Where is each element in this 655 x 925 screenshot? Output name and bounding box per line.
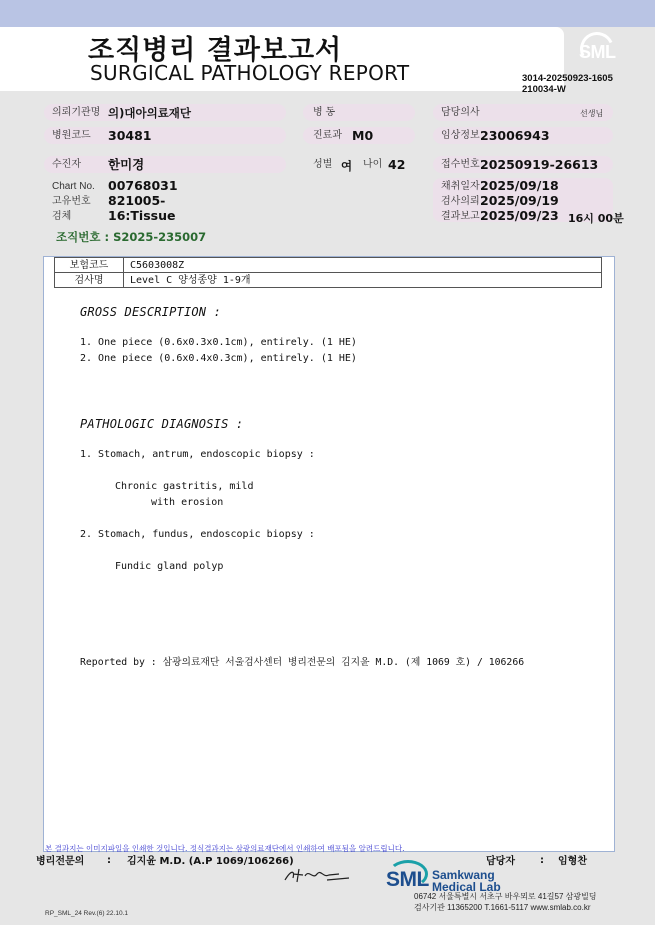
- diagnosis-2-finding: Fundic gland polyp: [115, 561, 224, 572]
- manager-label: 담당자: [486, 856, 515, 867]
- sex-value: 여: [341, 159, 353, 173]
- insurance-table: [54, 257, 602, 288]
- report-title-english: SURGICAL PATHOLOGY REPORT: [90, 61, 410, 85]
- patient-name-label: 수진자: [52, 159, 81, 170]
- collect-date-label: 채취일자: [441, 181, 480, 192]
- dept-label: 진료과: [313, 130, 342, 141]
- manager-colon: :: [540, 855, 544, 866]
- unique-no-label: 고유번호: [52, 196, 91, 207]
- gross-item-1: 1. One piece (0.6x0.3x0.1cm), entirely. (1 HE): [80, 337, 357, 348]
- pathologist-name: 김지윤 M.D. (A.P 1069/106266): [127, 856, 294, 867]
- notice-text: 본 결과지는 이미지파일을 인쇄한 것입니다. 정식결과지는 삼광의료재단에서 인쇄하여 배포됨을 알려드립니다.: [45, 844, 405, 853]
- pathologic-diagnosis-title: PATHOLOGIC DIAGNOSIS :: [80, 417, 244, 431]
- reported-by: Reported by : 삼광의료재단 서울검사센터 병리전문의 김지윤 M.D. (제 1069 호) / 106266: [80, 657, 525, 668]
- specimen-label: 검체: [52, 211, 72, 222]
- report-date-value: 2025/09/23: [480, 208, 559, 223]
- test-name-label: 검사명: [55, 273, 124, 288]
- tissue-number-value: S2025-235007: [113, 230, 207, 244]
- table-row: [55, 258, 602, 273]
- signature: [283, 866, 353, 884]
- report-date-label: 결과보고: [441, 211, 480, 222]
- tissue-number-label: 조직번호 :: [56, 230, 110, 244]
- hospital-code-value: 30481: [108, 128, 152, 143]
- brand-name-line1: Samkwang: [432, 868, 495, 882]
- unique-no-value: 821005-: [108, 193, 166, 208]
- document-number-line1: 3014-20250923-1605: [522, 73, 613, 84]
- age-value: 42: [388, 157, 406, 172]
- brand-logo-text: SML: [386, 868, 429, 891]
- top-band: [0, 0, 655, 27]
- diagnosis-2-site: 2. Stomach, fundus, endoscopic biopsy :: [80, 529, 315, 540]
- diagnosis-1-finding: Chronic gastritis, mild: [115, 481, 254, 492]
- logo-text: SML: [579, 42, 616, 62]
- pathologist-label: 병리전문의: [36, 856, 85, 867]
- tissue-number: [56, 230, 206, 244]
- diagnosis-1-site: 1. Stomach, antrum, endoscopic biopsy :: [80, 449, 315, 460]
- insurance-code-value: C5603008Z: [124, 258, 602, 273]
- chart-no-label: Chart No.: [52, 181, 95, 192]
- collect-date-value: 2025/09/18: [480, 178, 559, 193]
- patient-name-value: 한미경: [108, 157, 145, 172]
- clinical-info-value: 23006943: [480, 128, 550, 143]
- form-number: RP_SML_24 Rev.(6) 22.10.1: [45, 910, 128, 917]
- doctor-suffix: 선생님: [580, 109, 604, 118]
- receipt-value: 20250919-26613: [480, 157, 599, 172]
- request-date-value: 2025/09/19: [480, 193, 559, 208]
- manager-name: 임형찬: [558, 856, 587, 867]
- brand-name: [432, 869, 501, 893]
- ward-label: 병 동: [313, 107, 336, 118]
- document-number: [522, 73, 613, 95]
- doctor-label: 담당의사: [441, 107, 480, 118]
- report-title-korean: 조직병리 결과보고서: [88, 35, 343, 66]
- address-line: 06742 서울특별시 서초구 바우뫼로 41길57 삼광빌딩: [414, 892, 597, 901]
- sml-logo: [575, 30, 619, 68]
- contact-line: 검사기관 11365200 T.1661-5117 www.smlab.co.kr: [414, 903, 591, 912]
- chart-no-value: 00768031: [108, 178, 178, 193]
- receipt-label: 접수번호: [441, 159, 480, 170]
- institution-label: 의뢰기관명: [52, 107, 101, 118]
- document-number-line2: 210034-W: [522, 84, 566, 95]
- gross-item-2: 2. One piece (0.6x0.4x0.3cm), entirely. (1 HE): [80, 353, 357, 364]
- report-body: [43, 256, 615, 852]
- specimen-value: 16:Tissue: [108, 208, 176, 223]
- institution-value: 의)대아의료재단: [108, 106, 192, 120]
- brand-name-line2: Medical Lab: [432, 880, 501, 894]
- diagnosis-1-detail: with erosion: [151, 497, 224, 508]
- table-row: [55, 273, 602, 288]
- insurance-code-label: 보험코드: [55, 258, 124, 273]
- test-name-value: Level C 양성종양 1-9개: [124, 273, 602, 288]
- report-time-value: 16시 00분: [568, 212, 624, 225]
- address-block: [414, 891, 597, 913]
- hospital-code-label: 병원코드: [52, 130, 91, 141]
- dept-value: M0: [352, 128, 374, 143]
- request-date-label: 검사의뢰: [441, 196, 480, 207]
- sex-label: 성별: [313, 159, 333, 170]
- gross-description-title: GROSS DESCRIPTION :: [80, 305, 222, 319]
- pathologist-colon: :: [107, 855, 111, 866]
- clinical-info-label: 임상정보: [441, 130, 480, 141]
- age-label: 나이: [363, 159, 383, 170]
